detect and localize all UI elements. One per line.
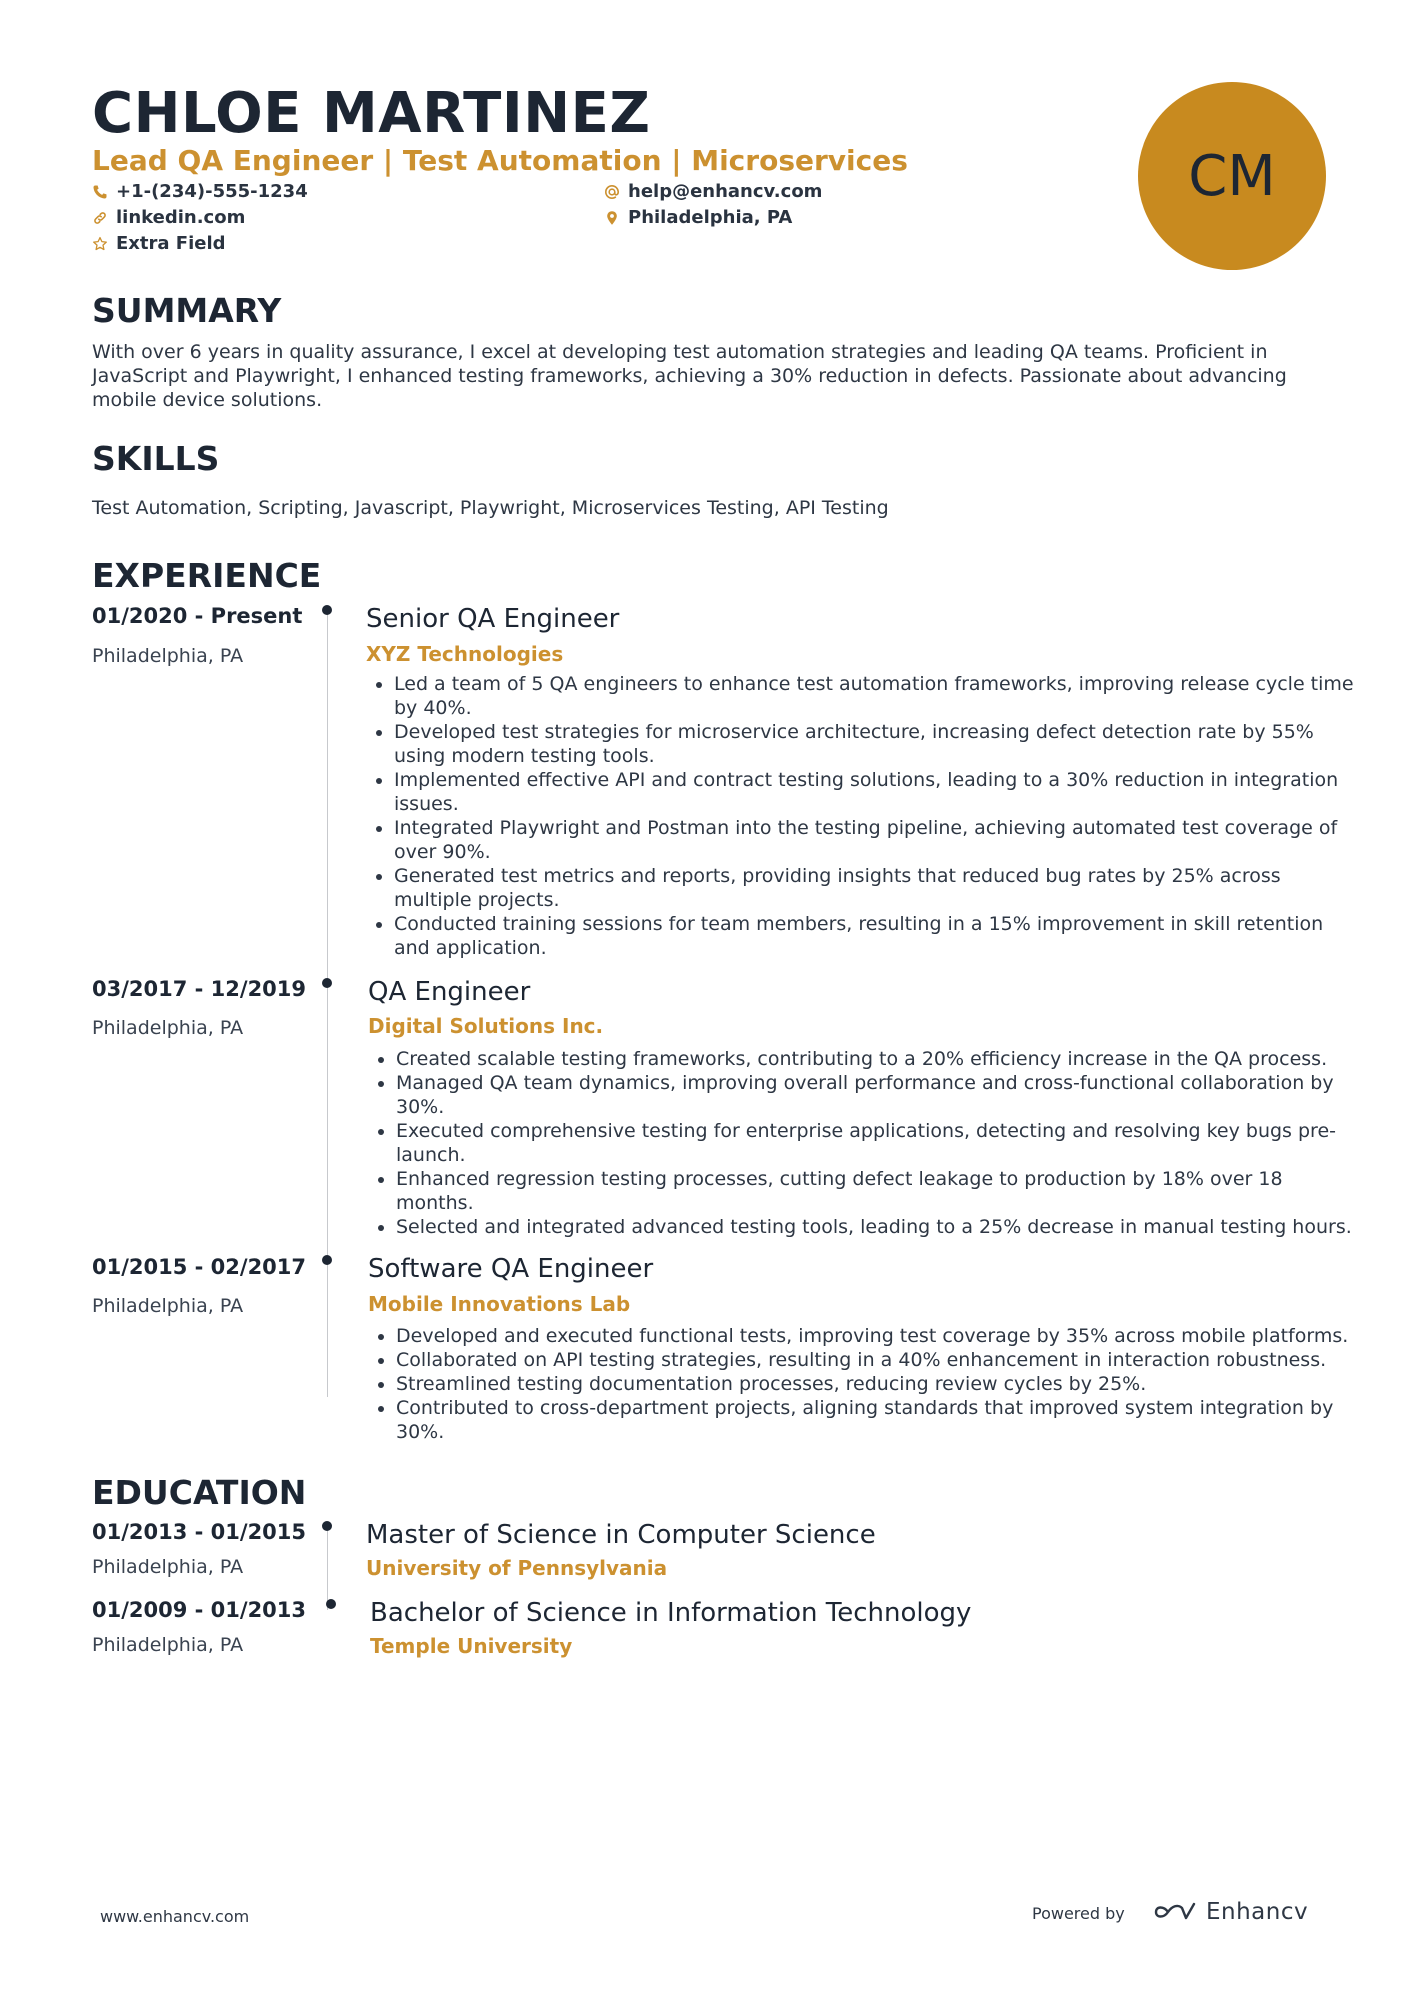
at-icon	[604, 184, 620, 200]
headline: Lead QA Engineer | Test Automation | Microservices	[92, 144, 908, 177]
bullet-item: • Collaborated on API testing strategies, resulting in a 40% enhancement in interaction robustness.	[396, 1348, 1366, 1372]
phone-text: +1-(234)-555-1234	[116, 181, 308, 202]
avatar-initials: CM	[1188, 143, 1276, 209]
education-heading: EDUCATION	[92, 1473, 307, 1512]
company-name: Mobile Innovations Lab	[368, 1292, 631, 1316]
contact-phone	[92, 180, 308, 204]
bullet-item: • Managed QA team dynamics, improving overall performance and cross-functional collaboration by 30%.	[396, 1071, 1366, 1119]
job-dates: 01/2020 - Present	[92, 604, 303, 628]
education-timeline-line	[327, 1528, 328, 1610]
job-bullets	[368, 672, 1364, 960]
avatar	[1138, 82, 1326, 270]
contact-location	[604, 206, 792, 230]
bullet-item: • Implemented effective API and contract testing solutions, leading to a 30% reduction in integration issues.	[394, 768, 1364, 816]
bullet-item: • Conducted training sessions for team members, resulting in a 15% improvement in skill retention and application.	[394, 912, 1364, 960]
bullet-item: • Generated test metrics and reports, providing insights that reduced bug rates by 25% across multiple projects.	[394, 864, 1364, 912]
job-bullets	[370, 1324, 1366, 1444]
school-name: University of Pennsylvania	[366, 1556, 668, 1580]
job-location: Philadelphia, PA	[92, 1017, 244, 1039]
contact-extra	[92, 232, 226, 256]
brand-logo[interactable]	[1150, 1898, 1308, 1926]
location-pin-icon	[604, 210, 620, 226]
skills-heading: SKILLS	[92, 439, 220, 478]
bullet-item: • Enhanced regression testing processes, cutting defect leakage to production by 18% over 18 months.	[396, 1167, 1366, 1215]
bullet-item: • Executed comprehensive testing for enterprise applications, detecting and resolving key bugs pre-launch.	[396, 1119, 1366, 1167]
timeline-dot	[326, 1599, 336, 1609]
bullet-item: • Created scalable testing frameworks, contributing to a 20% efficiency increase in the QA process.	[396, 1047, 1366, 1071]
degree-title: Master of Science in Computer Science	[366, 1520, 876, 1550]
bullet-item: • Integrated Playwright and Postman into the testing pipeline, achieving automated test coverage of over 90%.	[394, 816, 1364, 864]
job-location: Philadelphia, PA	[92, 1295, 244, 1317]
bullet-item: • Streamlined testing documentation processes, reducing review cycles by 25%.	[396, 1372, 1366, 1396]
job-title: QA Engineer	[368, 977, 531, 1007]
extra-field-text: Extra Field	[116, 233, 226, 254]
job-title: Software QA Engineer	[368, 1254, 654, 1284]
brand-name: Enhancv	[1206, 1899, 1309, 1925]
company-name: XYZ Technologies	[366, 642, 564, 666]
summary-text: With over 6 years in quality assurance, I excel at developing test automation strategies and leading QA teams. Proficient in JavaScript and Playwright, I enhanced testing frameworks, achieving a 30% reduction in defects. Passionate about advancing mobile device solutions.	[92, 341, 1287, 411]
job-dates: 01/2015 - 02/2017	[92, 1255, 307, 1279]
job-title: Senior QA Engineer	[366, 604, 620, 634]
education-dates: 01/2013 - 01/2015	[92, 1520, 307, 1544]
education-location: Philadelphia, PA	[92, 1634, 244, 1656]
contact-email	[604, 180, 822, 204]
timeline-dot	[322, 605, 332, 615]
link-icon	[92, 210, 108, 226]
bullet-item: • Selected and integrated advanced testing tools, leading to a 25% decrease in manual testing hours.	[396, 1215, 1366, 1239]
timeline-dot	[322, 1521, 332, 1531]
bullet-item: • Contributed to cross-department projects, aligning standards that improved system integration by 30%.	[396, 1396, 1366, 1444]
school-name: Temple University	[370, 1634, 573, 1658]
email-link[interactable]: help@enhancv.com	[628, 181, 823, 202]
phone-icon	[92, 184, 108, 200]
contact-linkedin	[92, 206, 245, 230]
linkedin-link[interactable]: linkedin.com	[116, 207, 246, 228]
experience-heading: EXPERIENCE	[92, 556, 322, 595]
star-icon	[92, 236, 108, 252]
footer-website-link[interactable]: www.enhancv.com	[100, 1907, 250, 1926]
enhancv-logo-icon	[1150, 1898, 1198, 1926]
skills-text: Test Automation, Scripting, Javascript, Playwright, Microservices Testing, API Testing	[92, 497, 889, 519]
company-name: Digital Solutions Inc.	[368, 1014, 604, 1038]
bullet-item: • Developed test strategies for microservice architecture, increasing defect detection rate by 55% using modern testing tools.	[394, 720, 1364, 768]
job-dates: 03/2017 - 12/2019	[92, 977, 307, 1001]
timeline-dot	[322, 1255, 332, 1265]
bullet-item: • Led a team of 5 QA engineers to enhance test automation frameworks, improving release cycle time by 40%.	[394, 672, 1364, 720]
education-dates: 01/2009 - 01/2013	[92, 1598, 307, 1622]
bullet-item: • Developed and executed functional tests, improving test coverage by 35% across mobile platforms.	[396, 1324, 1366, 1348]
job-location: Philadelphia, PA	[92, 645, 244, 667]
location-text: Philadelphia, PA	[628, 207, 793, 228]
candidate-name: CHLOE MARTINEZ	[92, 81, 651, 146]
job-bullets	[370, 1047, 1366, 1239]
summary-heading: SUMMARY	[92, 291, 282, 330]
timeline-dot	[322, 978, 332, 988]
powered-by-label: Powered by	[1032, 1904, 1125, 1923]
degree-title: Bachelor of Science in Information Technology	[370, 1598, 972, 1628]
experience-timeline-line	[327, 610, 328, 1397]
education-location: Philadelphia, PA	[92, 1556, 244, 1578]
